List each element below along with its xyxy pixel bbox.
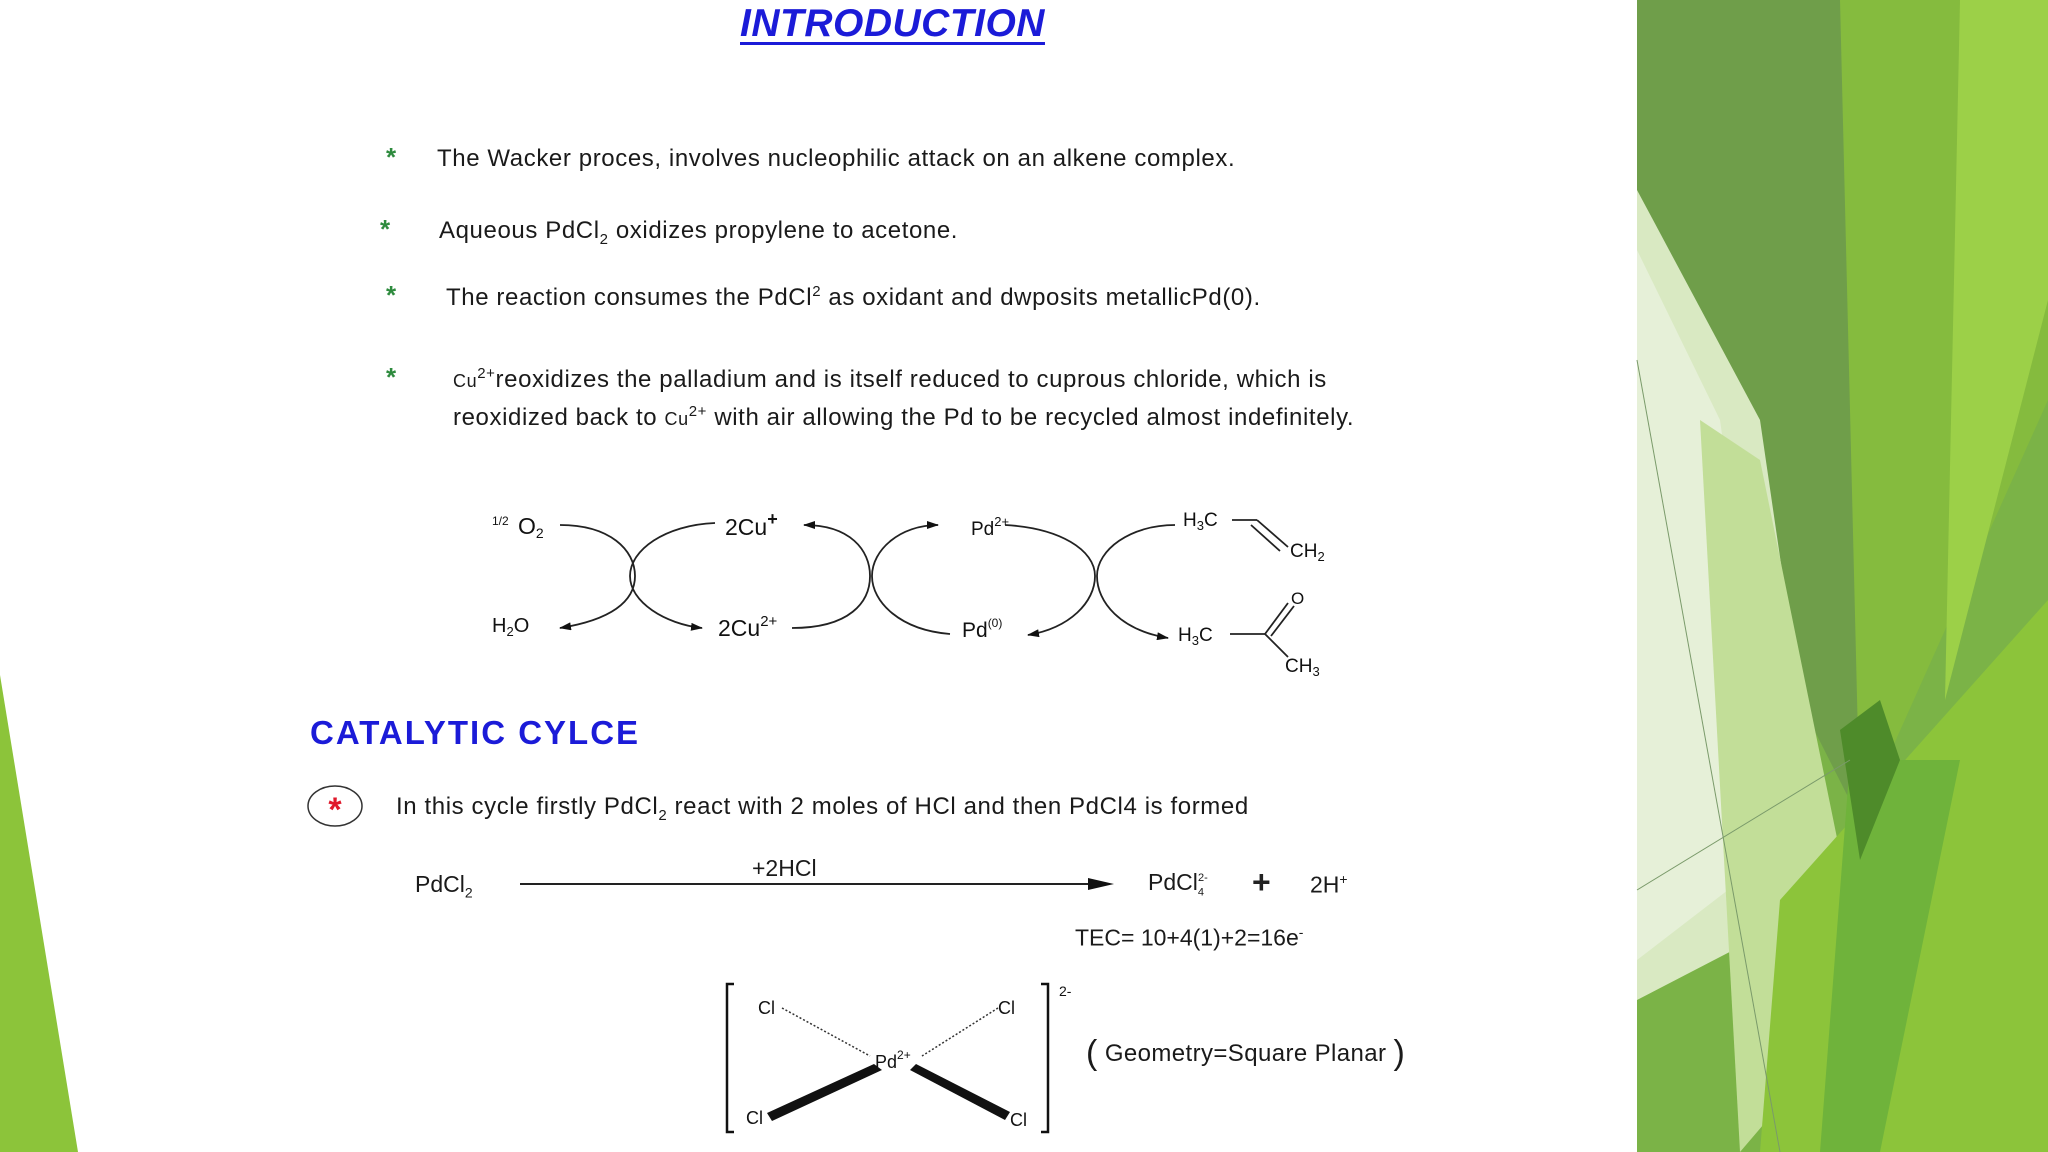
pd-center-label: $Pd^{2+}$ [875,1048,911,1072]
bullet-3-text: The reaction consumes the PdCl$^2$ as oxidant and dwposits metallicPd(0). [446,283,1261,311]
half-fraction-label: 1/2 [492,514,509,528]
product-pdcl4: PdCl$_4^{2-}$ [1148,869,1208,899]
reagent-2hcl: +2HCl [752,855,817,881]
pd0-label: Pd$^{(0)}$ [962,616,1003,642]
reactant-pdcl2: PdCl$_2$ [415,871,473,901]
cycle-arrow-pd2-pd0 [1005,525,1095,635]
geometry-label: ( Geometry=Square Planar ) [1086,1034,1406,1072]
bullet-4-line-1: $Cu^{2+}reoxidizes$ the palladium and is itself reduced to cuprous chloride, which is [453,365,1327,393]
cycle-arrow-pd0-pd2 [872,525,950,634]
pd2-label: $Pd^{2+}$ [971,514,1010,540]
ch3-label: $CH_3$ [1285,656,1320,679]
red-star-icon [306,784,364,828]
cycle-arrow-o2-h2o [560,525,635,628]
cu-plus-label: 2Cu+ [725,509,778,540]
bullet-star-icon: * [386,142,397,172]
catalytic-cycle-description: In this cycle firstly PdCl$_2$ react with 2 moles of HCl and then PdCl4 is formed [396,793,1249,824]
cl-label: Cl [746,1108,763,1128]
carbonyl-o-label: O [1291,589,1305,608]
charge-label: 2- [1059,983,1072,999]
bullet-star-icon: * [386,280,397,310]
bullet-1-text: The Wacker proces, involves nucleophilic attack on an alkene complex. [437,145,1236,172]
h3c-bottom-label: $H_3C$ [1178,625,1213,648]
pdcl4-structure [720,978,1100,1138]
cl-label: Cl [758,998,775,1018]
cl-label: Cl [1010,1110,1027,1130]
catalytic-cycle-heading: CATALYTIC CYLCE [310,714,641,751]
svg-text:*: * [328,791,342,828]
cycle-arrow-cu2-cuplus [792,525,870,628]
bullet-star-icon: * [386,362,397,392]
plus-sign: + [1252,864,1271,900]
reaction-arrow [518,872,1118,896]
cl-label: Cl [998,998,1015,1018]
bullet-star-icon: * [380,214,391,244]
cu2-label: $2Cu^{2+}$ [718,613,778,641]
wacker-cycle-diagram [470,490,1370,690]
proton-2h: 2H+ [1310,871,1348,898]
right-green-decoration [1637,0,2048,1152]
o2-label: O2 [518,513,544,541]
bullet-4-line-2: reoxidized back to $Cu^{2+}$ with air allowing the Pd to be recycled almost indefinitely. [453,403,1355,431]
bullet-2-text: Aqueous PdCl$_2$ oxidizes propylene to acetone. [439,217,959,248]
ch2-label: $CH_2$ [1290,541,1325,564]
cycle-arrow-to-acetone [1097,525,1175,638]
cycle-arrow-to-cu2 [630,523,715,628]
tec-count: TEC= 10+4(1)+2=16e- [1075,924,1304,951]
slide-title: INTRODUCTION [740,2,1045,45]
h2o-label: $H_2O$ [492,615,530,639]
h3c-top-label: $H_3C$ [1183,510,1218,533]
